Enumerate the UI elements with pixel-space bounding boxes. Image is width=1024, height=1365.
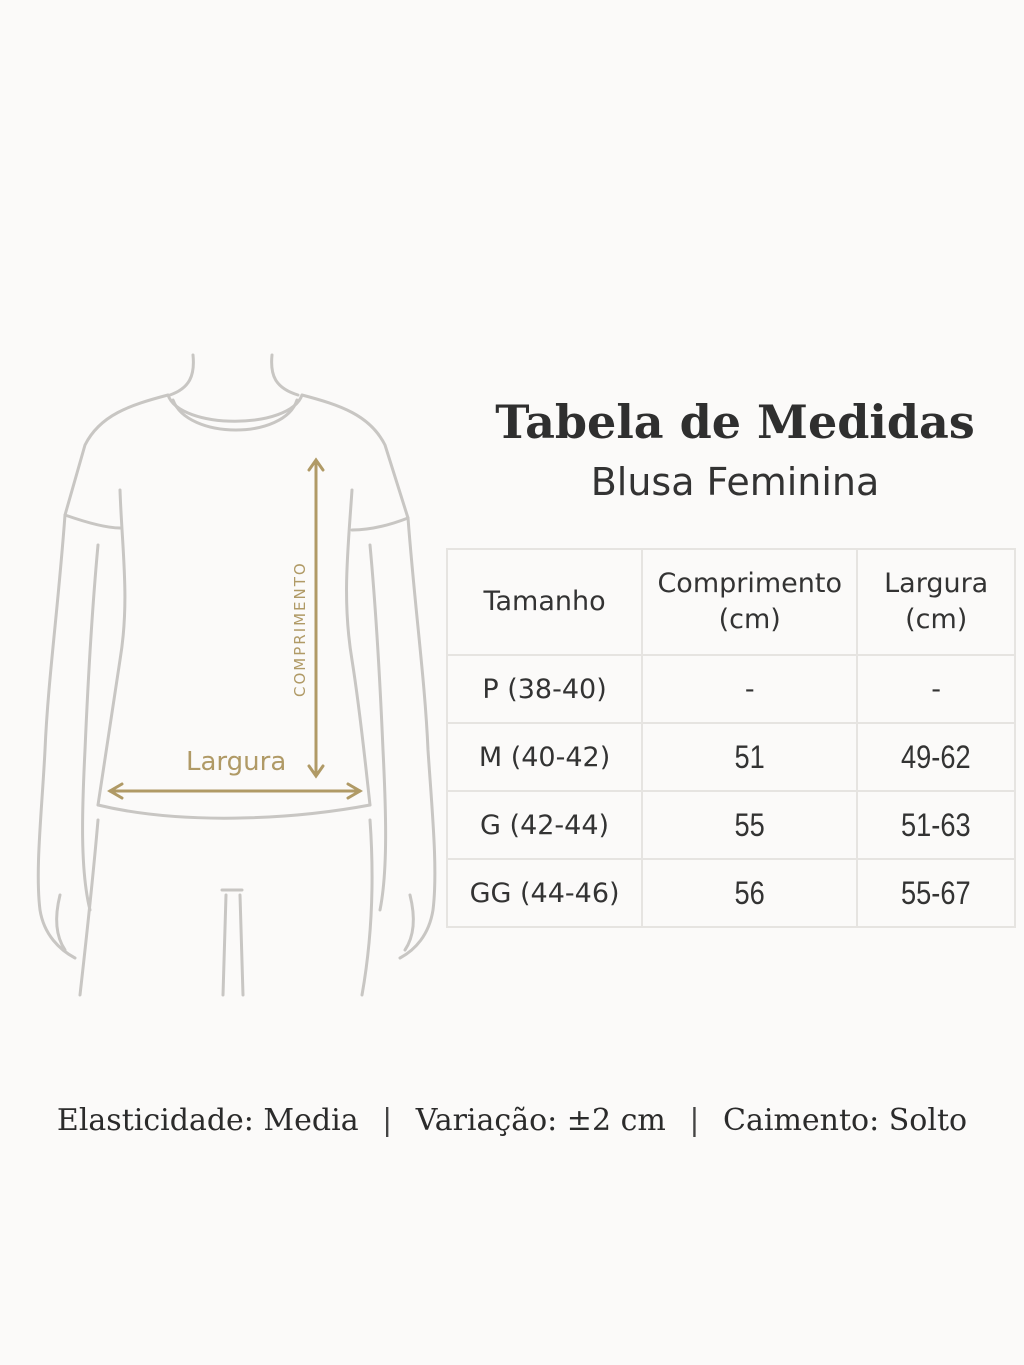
length-label: COMPRIMENTO — [291, 561, 309, 697]
size-cell: GG (44-46) — [447, 859, 642, 927]
header-length-line1: Comprimento — [657, 568, 842, 599]
size-cell: M (40-42) — [447, 723, 642, 791]
header-width — [857, 549, 1015, 655]
variation-text: Variação: ±2 cm — [415, 1103, 666, 1138]
separator: | — [382, 1103, 393, 1138]
fit-text: Caimento: Solto — [723, 1103, 968, 1138]
width-cell: - — [857, 655, 1015, 723]
width-cell: 49-62 — [869, 723, 1003, 791]
size-table — [446, 548, 1016, 928]
separator: | — [689, 1103, 700, 1138]
page-title: Tabela de Medidas — [495, 395, 975, 449]
body-illustration — [30, 350, 440, 1000]
page-subtitle: Blusa Feminina — [590, 460, 880, 504]
header-size-label: Tamanho — [483, 586, 606, 617]
table-row — [447, 723, 1015, 791]
length-cell: - — [642, 655, 857, 723]
table-row — [447, 791, 1015, 859]
table-row — [447, 859, 1015, 927]
table-row — [447, 655, 1015, 723]
footer-specs — [0, 1103, 1024, 1138]
header-length-line2: (cm) — [718, 604, 781, 635]
header-width-line1: Largura — [884, 568, 989, 599]
header-length — [642, 549, 857, 655]
header-size — [447, 549, 642, 655]
length-cell: 56 — [658, 859, 841, 927]
width-cell: 55-67 — [869, 859, 1003, 927]
size-cell: P (38-40) — [447, 655, 642, 723]
table-header-row — [447, 549, 1015, 655]
width-label: Largura — [186, 747, 287, 777]
elasticity-text: Elasticidade: Media — [56, 1103, 359, 1138]
header-width-line2: (cm) — [905, 604, 968, 635]
size-cell: G (42-44) — [447, 791, 642, 859]
length-cell: 55 — [658, 791, 841, 859]
tshirt-outline-figure — [30, 350, 440, 1000]
width-cell: 51-63 — [869, 791, 1003, 859]
length-cell: 51 — [658, 723, 841, 791]
